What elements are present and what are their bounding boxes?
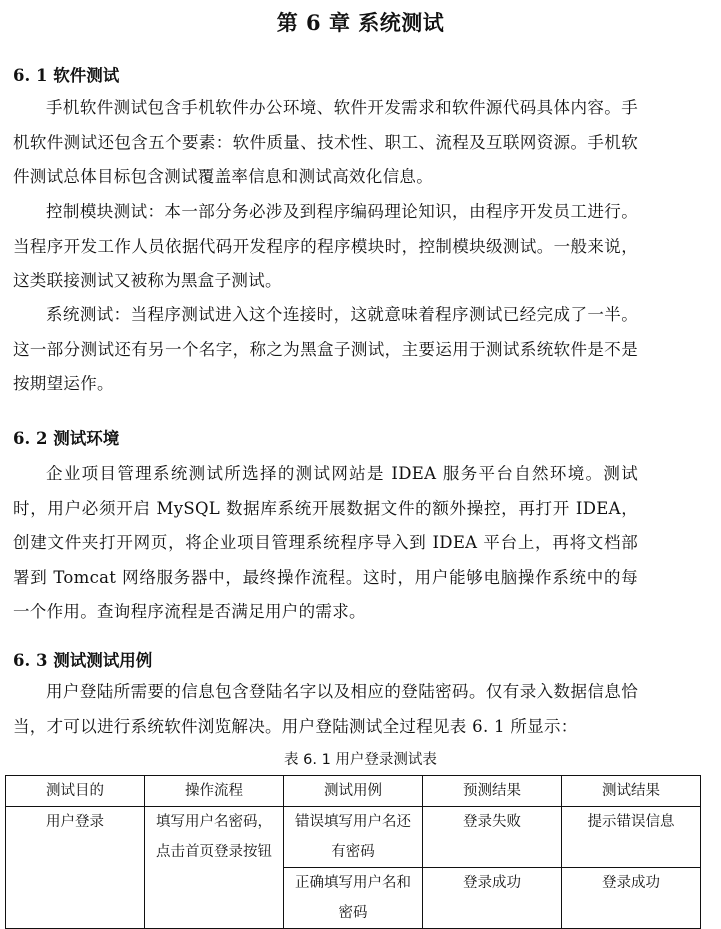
section-heading-6-2: 6. 2 测试环境 xyxy=(13,429,120,448)
paragraph: 系统测试：当程序测试进入这个连接时，这就意味着程序测试已经完成了一半。这一部分测试还有另一个名字，称之为黑盒子测试，主要运用于测试系统软件是不是按期望运作。 xyxy=(13,305,638,393)
table-cell-actual: 提示错误信息 xyxy=(562,807,701,868)
table-cell-case: 正确填写用户名和密码 xyxy=(284,868,423,929)
table-header-row xyxy=(6,776,701,807)
table-header-cell: 测试用例 xyxy=(284,776,423,807)
table-cell-purpose: 用户登录 xyxy=(6,807,145,929)
table-header-cell: 测试结果 xyxy=(562,776,701,807)
paragraph: 控制模块测试：本一部分务必涉及到程序编码理论知识，由程序开发员工进行。当程序开发工作人员依据代码开发程序的程序模块时，控制模块级测试。一般来说，这类联接测试又被称为黑盒子测试。 xyxy=(13,202,638,290)
login-test-table xyxy=(5,775,701,929)
table-header-cell: 预测结果 xyxy=(423,776,562,807)
table-row xyxy=(6,807,701,868)
table-cell-expected: 登录成功 xyxy=(423,868,562,929)
table-cell-actual: 登录成功 xyxy=(562,868,701,929)
table-cell-procedure: 填写用户名密码，点击首页登录按钮 xyxy=(145,807,284,929)
table-cell-expected: 登录失败 xyxy=(423,807,562,868)
section-heading-6-1: 6. 1 软件测试 xyxy=(13,66,120,85)
section-heading-6-3: 6. 3 测试测试用例 xyxy=(13,651,153,670)
table-cell-case: 错误填写用户名还有密码 xyxy=(284,807,423,868)
table-header-cell: 测试目的 xyxy=(6,776,145,807)
table-header-cell: 操作流程 xyxy=(145,776,284,807)
chapter-title: 第 6 章 系统测试 xyxy=(276,10,445,35)
paragraph: 手机软件测试包含手机软件办公环境、软件开发需求和软件源代码具体内容。手机软件测试还包含五个要素：软件质量、技术性、职工、流程及互联网资源。手机软件测试总体目标包含测试覆盖率信息和测试高效化信息。 xyxy=(13,98,638,186)
table-caption: 表 6. 1 用户登录测试表 xyxy=(284,752,437,768)
paragraph: 企业项目管理系统测试所选择的测试网站是 IDEA 服务平台自然环境。测试时，用户必须开启 MySQL 数据库系统开展数据文件的额外操控，再打开 IDEA，创建文件夹打开网页，将企业项目管理系统程序导入到 IDEA 平台上，再将文档部署到 Tomcat 网络服务器中，最终操作流程。这时，用户能够电脑操作系统中的每一个作用。查询程序流程是否满足用户的需求。 xyxy=(13,464,638,621)
paragraph: 用户登陆所需要的信息包含登陆名字以及相应的登陆密码。仅有录入数据信息恰当，才可以进行系统软件浏览解决。用户登陆测试全过程见表 6. 1 所显示： xyxy=(13,682,638,736)
